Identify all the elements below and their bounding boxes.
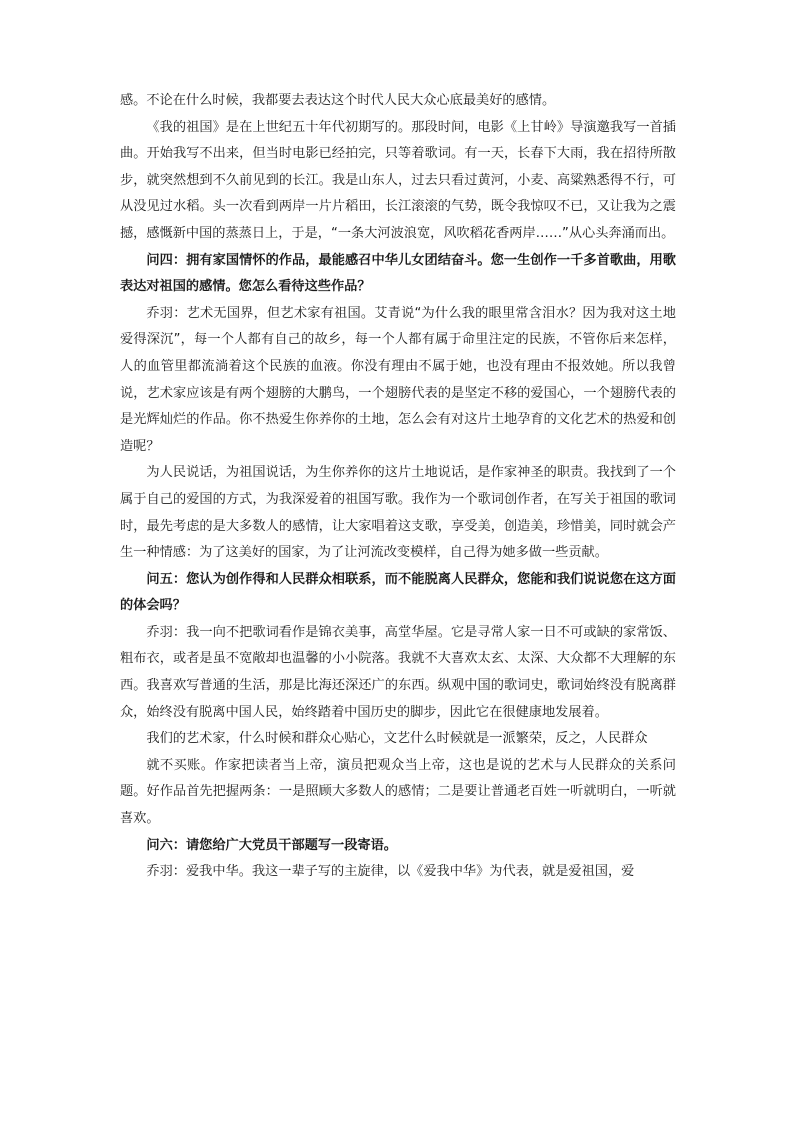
answer-four-part-2: 为人民说话，为祖国说话，为生你养你的这片土地说话，是作家神圣的职责。我找到了一个属于自己的爱国的方式，为我深爱着的祖国写歌。我作为一个歌词创作者，在写关于祖国的歌词时，最先考虑的是大多数人的感情，让大家唱着这支歌，享受美，创造美，珍惜美，同时就会产生一种情感：为了这美好的国家，为了让河流改变模样，自己得为她多做一些贡献。 [120,465,676,561]
question-four: 问四：拥有家国情怀的作品，最能感召中华儿女团结奋斗。您一生创作一千多首歌曲，用歌表达对祖国的感情。您怎么看待这些作品？ [120,252,676,295]
document-page [120,88,676,886]
question-five: 问五：您认为创作得和人民群众相联系，而不能脱离人民群众，您能和我们说说您在这方面的体会吗？ [120,571,676,614]
answer-four-part-1: 乔羽：艺术无国界，但艺术家有祖国。艾青说“为什么我的眼里常含泪水？因为我对这土地爱得深沉”，每一个人都有自己的故乡，每一个人都有属于命里注定的民族，不管你后来怎样，人的血管里都流淌着这个民族的血液。你没有理由不属于她，也没有理由不报效她。所以我曾说，艺术家应该是有两个翅膀的大鹏鸟，一个翅膀代表的是坚定不移的爱国心，一个翅膀代表的是光辉灿烂的作品。你不热爱生你养你的土地，怎么会有对这片土地孕育的文化艺术的热爱和创造呢？ [120,305,676,454]
answer-six: 乔羽：爱我中华。我这一辈子写的主旋律，以《爱我中华》为代表，就是爱祖国，爱 [146,864,635,880]
answer-five-part-2: 我们的艺术家，什么时候和群众心贴心，文艺什么时候就是一派繁荣，反之，人民群众 [146,731,648,747]
answer-five-part-1: 乔羽：我一向不把歌词看作是锦衣美事，高堂华屋。它是寻常人家一日不可或缺的家常饭、粗布衣，或者是虽不宽敞却也温馨的小小院落。我就不大喜欢太玄、太深、大众都不大理解的东西。我喜欢写普通的生活，那是比海还深还广的东西。纵观中国的歌词史，歌词始终没有脱离群众，始终没有脱离中国人民，始终踏着中国历史的脚步，因此它在很健康地发展着。 [120,624,676,720]
paragraph-my-motherland: 《我的祖国》是在上世纪五十年代初期写的。那段时间，电影《上甘岭》导演邀我写一首插曲。开始我写不出来，但当时电影已经拍完，只等着歌词。有一天，长春下大雨，我在招待所散步，就突然想到不久前见到的长江。我是山东人，过去只看过黄河，小麦、高粱熟悉得不行，可从没见过水稻。头一次看到两岸一片片稻田，长江滚滚的气势，既令我惊叹不已，又让我为之震撼，感慨新中国的蒸蒸日上，于是，“一条大河波浪宽，风吹稻花香两岸……”从心头奔涌而出。 [120,119,676,241]
answer-five-part-3: 就不买账。作家把读者当上帝，演员把观众当上帝，这也是说的艺术与人民群众的关系问题。好作品首先把握两条：一是照顾大多数人的感情；二是要让普通老百姓一听就明白，一听就喜欢。 [120,757,676,827]
question-six: 问六：请您给广大党员干部题写一段寄语。 [146,837,397,853]
paragraph-continuation: 感。不论在什么时候，我都要去表达这个时代人民大众心底最美好的感情。 [120,93,556,108]
